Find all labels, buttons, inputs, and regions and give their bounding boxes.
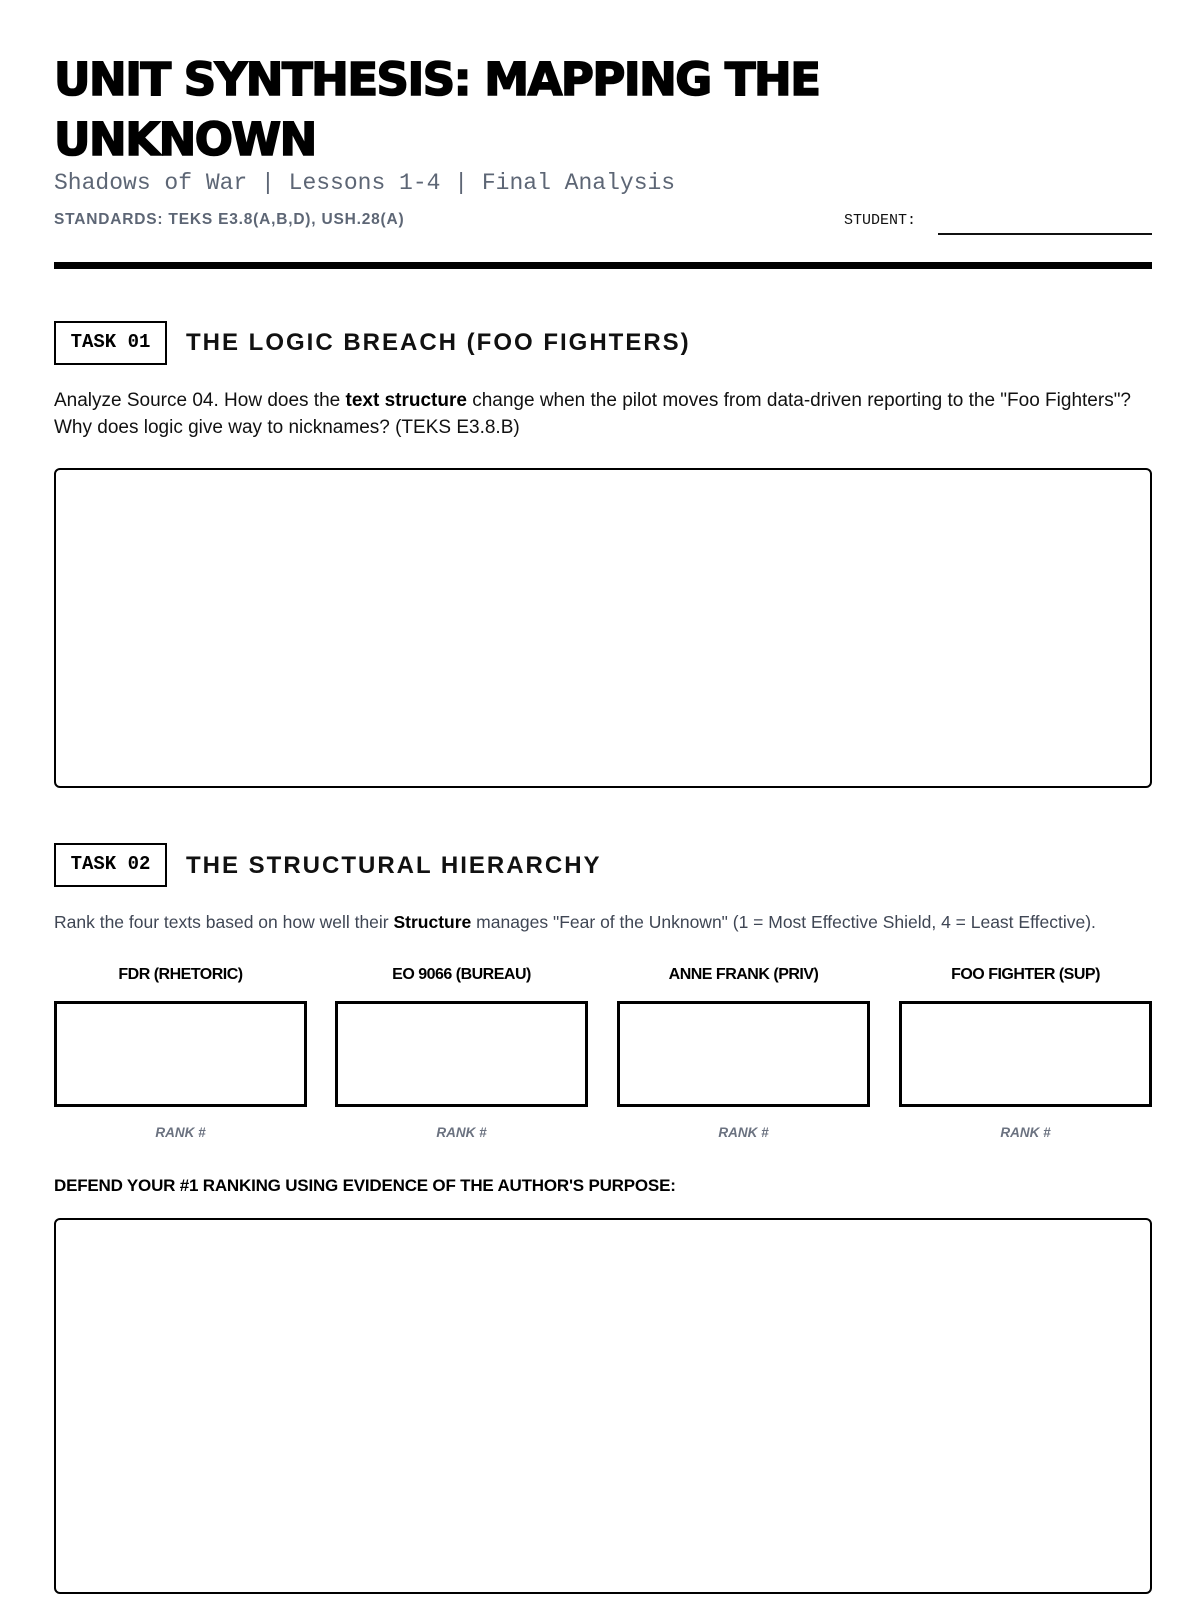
student-name-field[interactable] [938, 233, 1152, 235]
task-1-prompt-emphasis: text structure [345, 390, 467, 411]
rank-label: ANNE FRANK (PRIV) [668, 966, 819, 983]
rank-caption: RANK # [155, 1125, 206, 1140]
rank-input-box[interactable] [335, 1001, 588, 1107]
rank-label: EO 9066 (BUREAU) [392, 966, 531, 983]
rank-caption: RANK # [1000, 1125, 1051, 1140]
page-title-line-2: UNKNOWN [54, 113, 316, 166]
defend-ranking-answer-box[interactable] [54, 1218, 1152, 1594]
task-1-prompt-text-b: change when the pilot moves from data-driven reporting to the "Foo Fighters"? Why does logic give way to nicknames? (TEKS E3.8.B) [54, 390, 1132, 438]
task-2-badge: TASK 02 [54, 843, 167, 887]
task-2-prompt [54, 909, 1152, 936]
task-1-badge: TASK 01 [54, 321, 167, 365]
page-subtitle: Shadows of War | Lessons 1-4 | Final Analysis [54, 170, 676, 196]
rank-input-box[interactable] [617, 1001, 870, 1107]
rank-caption: RANK # [436, 1125, 487, 1140]
task-2-prompt-emphasis: Structure [393, 912, 472, 932]
task-1-prompt-text-a: Analyze Source 04. How does the [54, 390, 346, 411]
rank-label: FDR (RHETORIC) [118, 966, 243, 983]
task-2-title: THE STRUCTURAL HIERARCHY [186, 852, 602, 879]
standards-text: STANDARDS: TEKS E3.8(A,B,D), USH.28(A) [54, 211, 405, 228]
task-1-prompt [54, 387, 1152, 441]
page-title-line-1: UNIT SYNTHESIS: MAPPING THE [54, 53, 820, 106]
rank-input-box[interactable] [54, 1001, 307, 1107]
page-title [54, 50, 954, 170]
rank-label: FOO FIGHTER (SUP) [951, 966, 1100, 983]
task-2-prompt-text-a: Rank the four texts based on how well their [54, 912, 394, 932]
rank-caption: RANK # [718, 1125, 769, 1140]
rank-input-box[interactable] [899, 1001, 1152, 1107]
task-2-prompt-text-b: manages "Fear of the Unknown" (1 = Most Effective Shield, 4 = Least Effective). [471, 912, 1096, 932]
student-label: STUDENT: [844, 212, 917, 229]
worksheet-page [54, 0, 1152, 1600]
header-divider [54, 262, 1152, 269]
task-1-answer-box[interactable] [54, 468, 1152, 788]
defend-ranking-label: DEFEND YOUR #1 RANKING USING EVIDENCE OF THE AUTHOR'S PURPOSE: [54, 1176, 676, 1195]
task-1-title: THE LOGIC BREACH (FOO FIGHTERS) [186, 329, 691, 356]
